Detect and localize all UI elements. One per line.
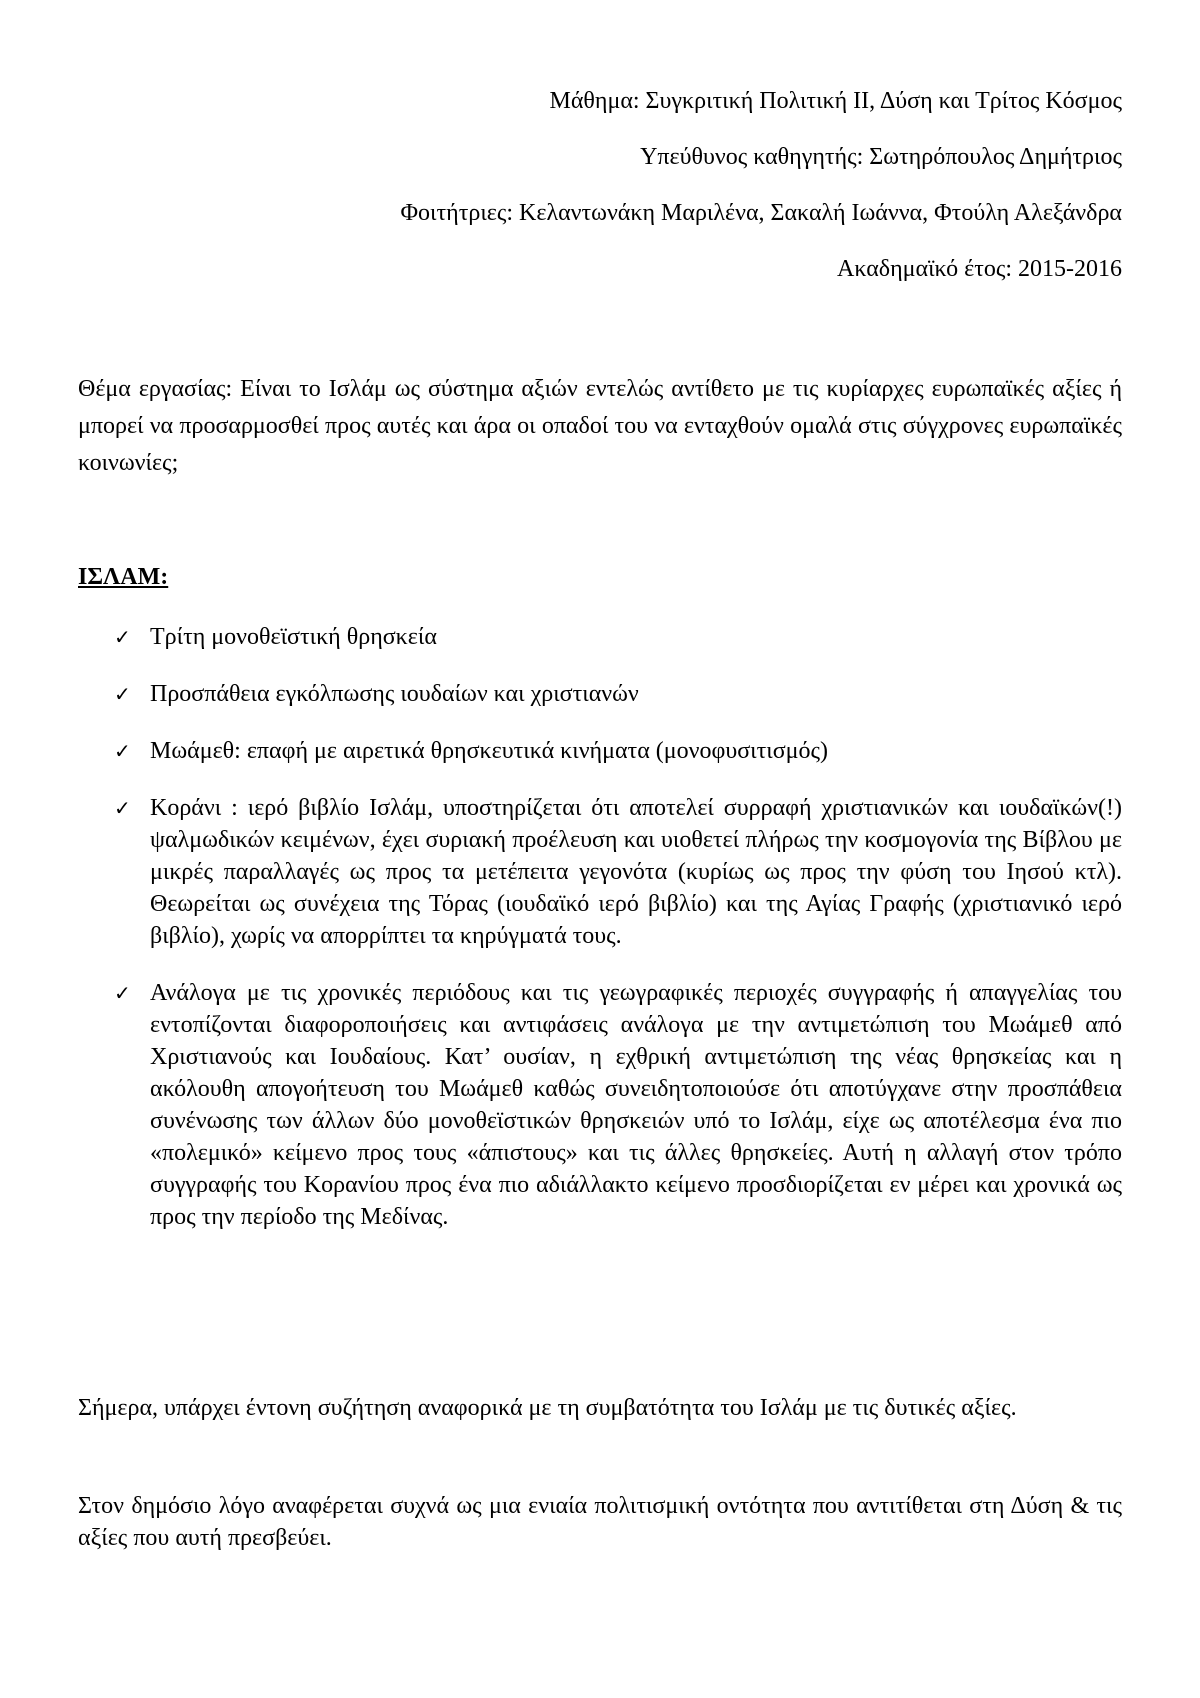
list-item-text: Τρίτη μονοθεϊστική θρησκεία [150,624,437,650]
checkmark-icon: ✓ [114,796,131,820]
professor-line: Υπεύθυνος καθηγητής: Σωτηρόπουλος Δημήτριος [640,144,1122,170]
students-line: Φοιτήτριες: Κελαντωνάκη Μαριλένα, Σακαλή Ιωάννα, Φτούλη Αλεξάνδρα [400,200,1122,226]
body-paragraph: Στον δημόσιο λόγο αναφέρεται συχνά ως μια ενιαία πολιτισμική οντότητα που αντιτίθεται στη Δύση & τις αξίες που αυτή πρεσβεύει. [78,1493,1122,1551]
checkmark-icon: ✓ [114,981,131,1005]
topic-paragraph: Θέμα εργασίας: Είναι το Ισλάμ ως σύστημα αξιών εντελώς αντίθετο με τις κυρίαρχες ευρωπαϊκές αξίες ή μπορεί να προσαρμοσθεί προς αυτές και άρα οι οπαδοί του να ενταχθούν ομαλά στις σύγχρονες ευρωπαϊκές κοινωνίες; [78,376,1122,476]
document-header [78,86,1122,310]
list-item [112,678,1122,710]
body-paragraph: Σήμερα, υπάρχει έντονη συζήτηση αναφορικά με τη συμβατότητα του Ισλάμ με τις δυτικές αξίες. [78,1395,1017,1421]
list-item [112,735,1122,767]
checkmark-icon: ✓ [114,682,131,706]
list-item-text: Προσπάθεια εγκόλπωσης ιουδαίων και χριστιανών [150,681,639,707]
list-item-text: Ανάλογα με τις χρονικές περιόδους και τις γεωγραφικές περιοχές συγγραφής ή απαγγελίας του εντοπίζονται διαφοροποιήσεις και αντιφάσεις ανάλογα με την αντιμετώπιση του Μωάμεθ από Χριστιανούς και Ιουδαίους. Κατ’ ουσίαν, η εχθρική αντιμετώπιση της νέας θρησκείας και η ακόλουθη απογοήτευση του Μωάμεθ καθώς συνειδητοποιούσε ότι αποτύγχανε στην προσπάθεια συνένωσης των άλλων δύο μονοθεϊστικών θρησκειών υπό το Ισλάμ, είχε ως αποτέλεσμα ένα πιο «πολεμικό» κείμενο προς τους «άπιστους» και τις άλλες θρησκείες. Αυτή η αλλαγή στον τρόπο συγγραφής του Κορανίου προς ένα πιο αδιάλλακτο κείμενο προσδιορίζεται εν μέρει και χρονικά ως προς την περίοδο της Μεδίνας. [150,980,1122,1230]
checkmark-icon: ✓ [114,625,131,649]
course-line: Μάθημα: Συγκριτική Πολιτική ΙΙ, Δύση και Τρίτος Κόσμος [549,88,1122,114]
list-item [112,977,1122,1233]
list-item [112,792,1122,952]
academic-year-line: Ακαδημαϊκό έτος: 2015-2016 [837,256,1122,282]
list-item-text: Κοράνι : ιερό βιβλίο Ισλάμ, υποστηρίζεται ότι αποτελεί συρραφή χριστιανικών και ιουδαϊκών(!) ψαλμωδικών κειμένων, έχει συριακή προέλευση και υιοθετεί πλήρως την κοσμογονία της Βίβλου με μικρές παραλλαγές ως προς τα μετέπειτα γεγονότα (κυρίως ως προς την φύση του Ιησού κτλ). Θεωρείται ως συνέχεια της Τόρας (ιουδαϊκό ιερό βιβλίο) και της Αγίας Γραφής (χριστιανικό ιερό βιβλίο), χωρίς να απορρίπτει τα κηρύγματά τους. [150,795,1122,949]
list-item-text: Μωάμεθ: επαφή με αιρετικά θρησκευτικά κινήματα (μονοφυσιτισμός) [150,738,829,764]
section-heading: ΙΣΛΑΜ: [78,564,169,590]
list-item [112,621,1122,653]
check-list [112,621,1122,1258]
checkmark-icon: ✓ [114,739,131,763]
